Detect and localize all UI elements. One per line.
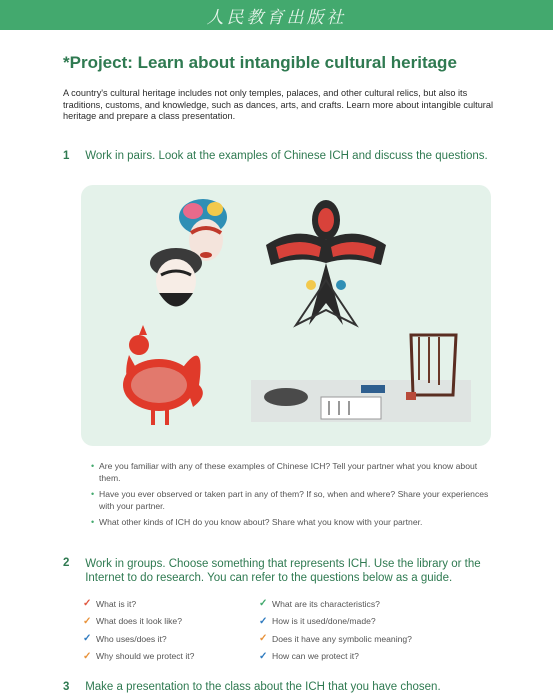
check-icon: ✓ bbox=[259, 598, 268, 610]
question-text: Have you ever observed or taken part in any of them? If so, when and where? Share your experiences with your partner. bbox=[99, 489, 489, 511]
check-icon: ✓ bbox=[83, 633, 92, 645]
step-number: 3 bbox=[63, 681, 70, 693]
step-text: Make a presentation to the class about the ICH that you have chosen. bbox=[85, 681, 441, 693]
list-item bbox=[91, 461, 491, 484]
list-item bbox=[91, 517, 491, 529]
bullet-icon: • bbox=[91, 517, 95, 527]
ich-illustrations bbox=[81, 185, 491, 446]
peking-opera-masks-image bbox=[150, 199, 227, 307]
question-text: What other kinds of ICH do you know about? Share what you know with your partner. bbox=[99, 517, 423, 527]
guide-row bbox=[83, 595, 503, 613]
guide-text: Who uses/does it? bbox=[96, 633, 167, 644]
guide-text: What is it? bbox=[96, 598, 137, 609]
guide-text: How can we protect it? bbox=[272, 651, 359, 662]
ich-image-panel bbox=[81, 185, 491, 446]
step-2 bbox=[63, 557, 505, 585]
check-icon: ✓ bbox=[259, 615, 268, 627]
guide-text: What does it look like? bbox=[96, 616, 182, 627]
guide-row bbox=[83, 648, 503, 666]
publisher-logo: 人民教育出版社 bbox=[206, 7, 347, 28]
guide-item bbox=[259, 613, 435, 631]
guide-item bbox=[259, 648, 435, 666]
check-icon: ✓ bbox=[83, 598, 92, 610]
list-item bbox=[91, 489, 491, 512]
guide-questions bbox=[83, 595, 503, 665]
intro-paragraph: A country's cultural heritage includes not only temples, palaces, and other cultural relics, but also its traditions, customs, and knowledge, such as dances, arts, and crafts. Learn more about intangible cultural heritage and prepare a class presentation. bbox=[63, 88, 494, 121]
step-text: Work in pairs. Look at the examples of Chinese ICH and discuss the questions. bbox=[85, 150, 488, 162]
check-icon: ✓ bbox=[259, 650, 268, 662]
guide-text: What are its characteristics? bbox=[272, 598, 380, 609]
step-3 bbox=[63, 681, 441, 693]
bullet-icon: • bbox=[91, 461, 95, 471]
step-text: Work in groups. Choose something that represents ICH. Use the library or the Internet to do research. You can refer to the questions below as a guide. bbox=[85, 558, 481, 584]
guide-item bbox=[259, 595, 435, 613]
guide-item bbox=[83, 613, 259, 631]
guide-row bbox=[83, 613, 503, 631]
step-number: 1 bbox=[63, 150, 70, 162]
bullet-icon: • bbox=[91, 489, 95, 499]
guide-item bbox=[83, 648, 259, 666]
check-icon: ✓ bbox=[259, 633, 268, 645]
publisher-banner bbox=[0, 0, 553, 30]
discussion-questions bbox=[91, 461, 491, 534]
check-icon: ✓ bbox=[83, 615, 92, 627]
guide-row bbox=[83, 630, 503, 648]
guide-item bbox=[259, 630, 435, 648]
step-number: 2 bbox=[63, 557, 70, 569]
check-icon: ✓ bbox=[83, 650, 92, 662]
rooster-paper-cut-image bbox=[123, 325, 203, 425]
calligraphy-set-image bbox=[251, 335, 471, 422]
guide-text: How is it used/done/made? bbox=[272, 616, 376, 627]
page-title: *Project: Learn about intangible cultural heritage bbox=[63, 53, 457, 72]
swallow-kite-image bbox=[266, 200, 386, 325]
step-1 bbox=[63, 150, 488, 162]
guide-text: Why should we protect it? bbox=[96, 651, 195, 662]
guide-text: Does it have any symbolic meaning? bbox=[272, 633, 412, 644]
guide-item bbox=[83, 595, 259, 613]
guide-item bbox=[83, 630, 259, 648]
question-text: Are you familiar with any of these examples of Chinese ICH? Tell your partner what you know about them. bbox=[99, 461, 478, 483]
